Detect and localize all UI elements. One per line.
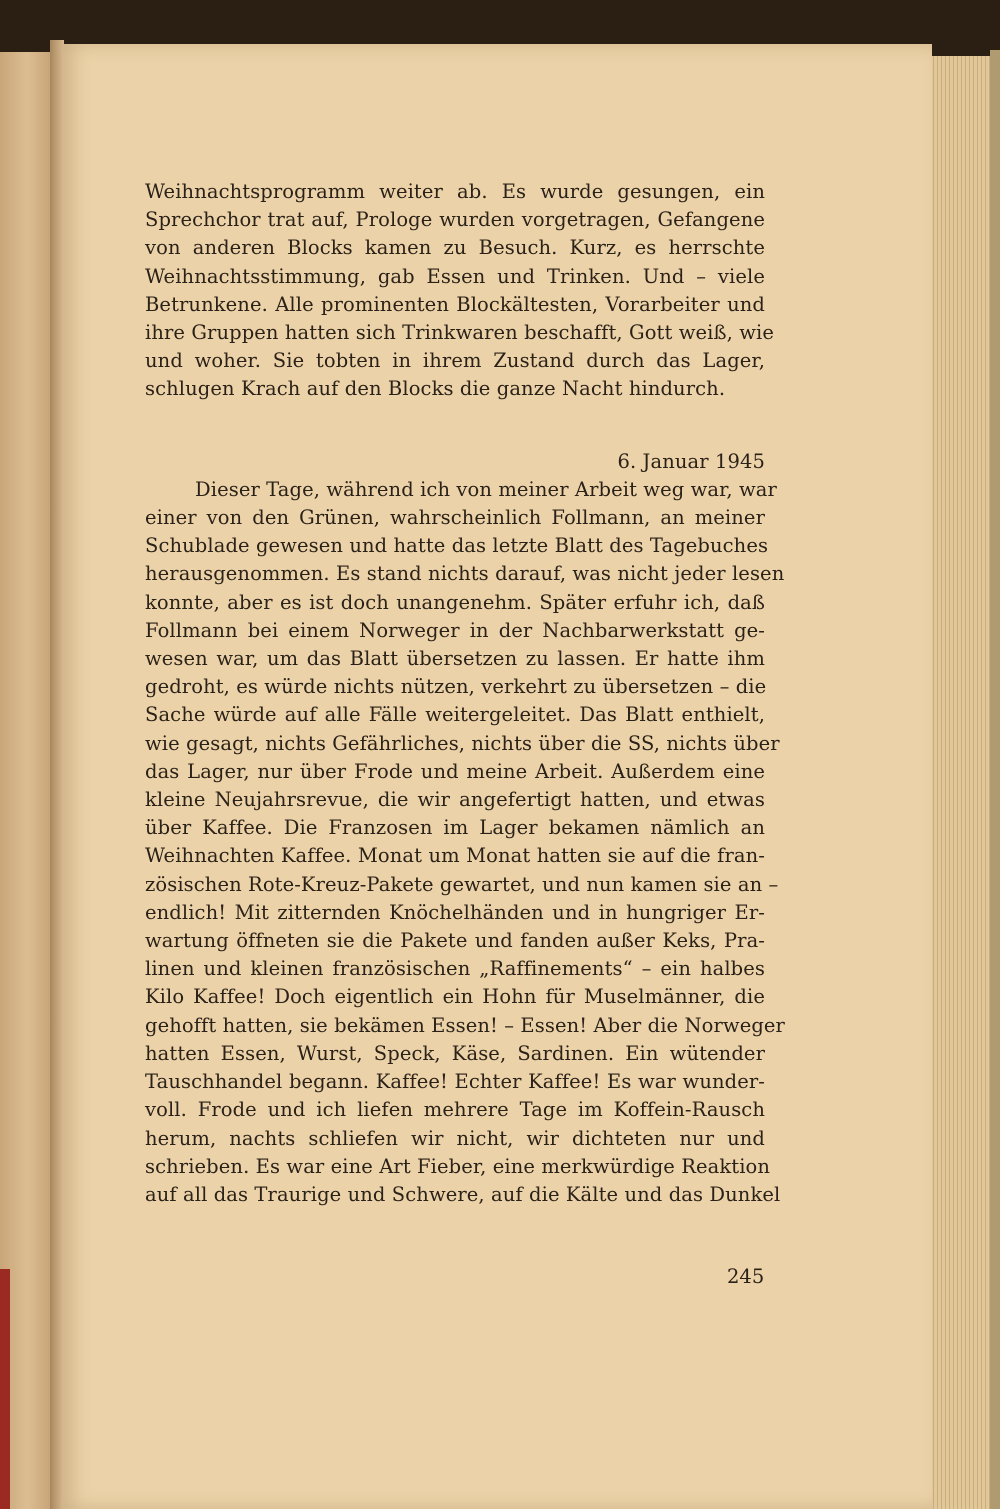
text-line: schlugen Krach auf den Blocks die ganze Nacht hindurch. (145, 377, 726, 401)
text-line: einer von den Grünen, wahrscheinlich Follmann, an meiner (145, 506, 765, 530)
text-line: von anderen Blocks kamen zu Besuch. Kurz, es herrschte (145, 236, 765, 260)
text-line: Weihnachtsstimmung, gab Essen und Trinken. Und – viele (145, 264, 765, 288)
cover-edge (990, 50, 1000, 1509)
page-stack-edge (930, 56, 992, 1509)
left-page-edge (0, 52, 50, 1509)
text-line: Follmann bei einem Norweger in der Nachbarwerkstatt ge- (145, 618, 765, 642)
text-line: voll. Frode und ich liefen mehrere Tage im Koffein-Rausch (145, 1098, 765, 1122)
text-line: und woher. Sie tobten in ihrem Zustand durch das Lager, (145, 349, 765, 373)
paragraph-1 (145, 178, 774, 404)
text-line: herum, nachts schliefen wir nicht, wir dichteten nur und (145, 1126, 765, 1150)
text-line: Weihnachten Kaffee. Monat um Monat hatten sie auf die fran- (145, 844, 765, 868)
text-line: auf all das Traurige und Schwere, auf die Kälte und das Dunkel (145, 1182, 781, 1206)
text-line: Kilo Kaffee! Doch eigentlich ein Hohn für Muselmänner, die (145, 985, 765, 1009)
text-line: linen und kleinen französischen „Raffinements“ – ein halbes (145, 957, 765, 981)
text-line: wie gesagt, nichts Gefährliches, nichts über die SS, nichts über (145, 731, 780, 755)
text-line: ihre Gruppen hatten sich Trinkwaren beschafft, Gott weiß, wie (145, 321, 774, 345)
text-line: gedroht, es würde nichts nützen, verkehrt zu übersetzen – die (145, 675, 767, 699)
text-line: hatten Essen, Wurst, Speck, Käse, Sardinen. Ein wütender (145, 1041, 765, 1065)
text-line: über Kaffee. Die Franzosen im Lager bekamen nämlich an (145, 816, 765, 840)
text-line: gehofft hatten, sie bekämen Essen! – Essen! Aber die Norweger (145, 1013, 785, 1037)
text-line: das Lager, nur über Frode und meine Arbeit. Außerdem eine (145, 759, 765, 783)
text-line: Tauschhandel begann. Kaffee! Echter Kaffee! Es war wunder- (145, 1070, 765, 1094)
text-line: zösischen Rote-Kreuz-Pakete gewartet, und nun kamen sie an – (145, 872, 779, 896)
text-line: kleine Neujahrsrevue, die wir angefertigt hatten, und etwas (145, 788, 765, 812)
text-line: Dieser Tage, während ich von meiner Arbeit weg war, war (195, 477, 777, 501)
text-line: schrieben. Es war eine Art Fieber, eine merkwürdige Reaktion (145, 1154, 771, 1178)
text-line: konnte, aber es ist doch unangenehm. Später erfuhr ich, daß (145, 590, 765, 614)
page-text (145, 178, 785, 1209)
paragraph-2 (145, 476, 785, 1209)
text-line: Betrunkene. Alle prominenten Blockältesten, Vorarbeiter und (145, 292, 765, 316)
text-line: Sache würde auf alle Fälle weitergeleitet. Das Blatt enthielt, (145, 703, 765, 727)
text-line: Weihnachtsprogramm weiter ab. Es wurde gesungen, ein (145, 180, 765, 203)
text-line: Schublade gewesen und hatte das letzte Blatt des Tagebuches (145, 534, 769, 558)
text-line: herausgenommen. Es stand nichts darauf, was nicht jeder lesen (145, 562, 785, 586)
text-line: wartung öffneten sie die Pakete und fanden außer Keks, Pra- (145, 929, 765, 953)
text-line: endlich! Mit zitternden Knöchelhänden und in hungriger Er- (145, 900, 765, 924)
red-page-edge (0, 1269, 10, 1509)
text-line: Sprechchor trat auf, Prologe wurden vorgetragen, Gefangene (145, 208, 765, 232)
text-line: wesen war, um das Blatt übersetzen zu lassen. Er hatte ihm (145, 647, 765, 671)
page-number: 245 (727, 1265, 765, 1288)
date-heading: 6. Januar 1945 (617, 449, 765, 473)
